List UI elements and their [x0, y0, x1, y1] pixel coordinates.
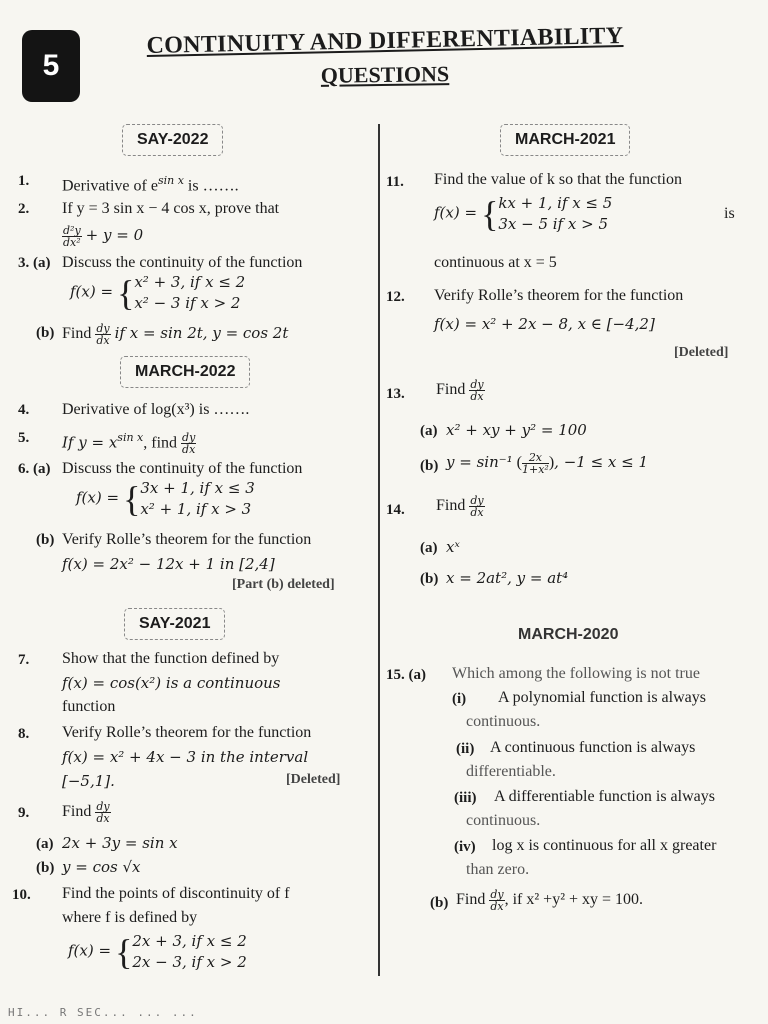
q14b-number: (b) — [420, 571, 439, 587]
q14a-text: xˣ — [446, 538, 460, 556]
q15ii-text2: differentiable. — [466, 763, 556, 780]
q5-number: 5. — [18, 430, 30, 446]
q8-number: 8. — [18, 726, 30, 742]
q10-number: 10. — [12, 887, 31, 903]
q1-text: Derivative of $e^{sin x}$ is ……. — [62, 174, 239, 195]
q15i-text2: continuous. — [466, 713, 541, 730]
q3-number: 3. (a) — [18, 255, 51, 271]
chapter-number-badge: 5 — [22, 30, 80, 102]
q12-function: f(x) = x² + 2x − 8, x ∈ [−4,2] — [434, 315, 655, 333]
q14-text: Find $\frac{dy}{dx}$ — [436, 493, 484, 519]
q13-number: 13. — [386, 386, 405, 402]
q9b-number: (b) — [36, 860, 55, 876]
q15i-number: (i) — [452, 691, 467, 707]
q2-number: 2. — [18, 201, 30, 217]
q12-note: [Deleted] — [674, 345, 729, 360]
q2-text: If y = 3 sin x − 4 cos x, prove that — [62, 200, 280, 217]
q15ii-number: (ii) — [456, 741, 475, 757]
q3-function: f(x) = { x² + 3, if x ≤ 2 x² − 3 if x > 2 — [70, 273, 246, 313]
q6-function: f(x) = { 3x + 1, if x ≤ 3 x² + 1, if x > 3 — [76, 479, 255, 519]
q8-text: Verify Rolle’s theorem for the function f(x) = x² + 4x − 3 in the interval [−5,1]. — [62, 724, 312, 790]
section-say-2021: SAY-2021 — [124, 608, 225, 640]
q15iv-number: (iv) — [454, 839, 476, 855]
q6-text: Discuss the continuity of the function — [62, 460, 303, 477]
q15b-number: (b) — [430, 895, 449, 911]
q4-text: Derivative of log(x³) is ……. — [62, 401, 250, 418]
q13a-text: x² + xy + y² = 100 — [446, 421, 587, 439]
page-footer: HI... R SEC... ... ... — [8, 1006, 198, 1019]
q9-number: 9. — [18, 805, 30, 821]
q5-text: If $y = x^{sin x}$, find $\frac{dy}{dx}$ — [62, 431, 196, 457]
q9a-text: 2x + 3y = sin x — [62, 834, 178, 852]
q15i-text: A polynomial function is always — [498, 689, 706, 706]
q1-number: 1. — [18, 173, 30, 189]
q9-text: Find $\frac{dy}{dx}$ — [62, 799, 110, 825]
q12-number: 12. — [386, 289, 405, 305]
q11-is: is — [724, 205, 735, 222]
q10-function: f(x) = { 2x + 3, if x ≤ 2 2x − 3, if x > 2 — [68, 932, 247, 972]
q15iv-text2: than zero. — [466, 861, 530, 878]
q13-text: Find $\frac{dy}{dx}$ — [436, 377, 484, 403]
q15ii-text: A continuous function is always — [490, 739, 696, 756]
q3b-text: Find $\frac{dy}{dx}$ if x = sin 2t, y = cos 2t — [62, 321, 289, 347]
q2-equation: $\frac{\text{d²y}}{\text{dx²}}$ + y = 0 — [63, 223, 144, 249]
q15iii-number: (iii) — [454, 790, 477, 806]
q15-number: 15. (a) — [386, 667, 426, 683]
chapter-title: CONTINUITY AND DIFFERENTIABILITY — [146, 23, 624, 59]
q8-note: [Deleted] — [286, 772, 341, 787]
q7-text: Show that the function defined by f(x) = cos(x²) is a continuous function — [62, 650, 281, 715]
q13b-text: y = sin⁻¹ ( $\frac{2x}{\text{1+x²}}$ ), −1 ≤ x ≤ 1 — [446, 450, 649, 476]
column-divider — [378, 124, 380, 976]
section-march-2020: MARCH-2020 — [518, 626, 619, 643]
section-march-2021: MARCH-2021 — [500, 124, 630, 156]
q4-number: 4. — [18, 402, 30, 418]
q7-number: 7. — [18, 652, 30, 668]
q15iii-text2: continuous. — [466, 812, 541, 829]
q3-text: Discuss the continuity of the function — [62, 254, 303, 271]
section-say-2022: SAY-2022 — [122, 124, 223, 156]
q15iii-text: A differentiable function is always — [494, 788, 715, 805]
q15b-text: Find $\frac{dy}{dx}$ , if x² +y² + xy = 100. — [456, 887, 644, 913]
q15iv-text: log x is continuous for all x greater — [492, 837, 717, 854]
q11-number: 11. — [386, 174, 404, 190]
q6b-text: Verify Rolle’s theorem for the function — [62, 531, 312, 548]
q9b-text: y = cos √x — [62, 858, 141, 876]
q6b-number: (b) — [36, 532, 55, 548]
q11-function: f(x) = { kx + 1, if x ≤ 5 3x − 5 if x > 5 — [434, 194, 613, 234]
section-march-2022: MARCH-2022 — [120, 356, 250, 388]
q14b-text: x = 2at², y = at⁴ — [446, 569, 569, 587]
q3b-number: (b) — [36, 325, 55, 341]
q13a-number: (a) — [420, 423, 438, 439]
q6b-function: f(x) = 2x² − 12x + 1 in [2,4] — [62, 555, 275, 573]
q12-text: Verify Rolle’s theorem for the function — [434, 287, 684, 304]
q14a-number: (a) — [420, 540, 438, 556]
q9a-number: (a) — [36, 836, 54, 852]
q11-continuous: continuous at x = 5 — [434, 254, 557, 271]
q15-text: Which among the following is not true — [452, 665, 700, 682]
q11-text: Find the value of k so that the function — [434, 171, 682, 188]
q10-text: Find the points of discontinuity of f where f is defined by — [62, 885, 290, 926]
q6-number: 6. (a) — [18, 461, 51, 477]
q13b-number: (b) — [420, 458, 439, 474]
chapter-subtitle: QUESTIONS — [320, 61, 450, 88]
q14-number: 14. — [386, 502, 405, 518]
q6-note: [Part (b) deleted] — [232, 577, 335, 592]
